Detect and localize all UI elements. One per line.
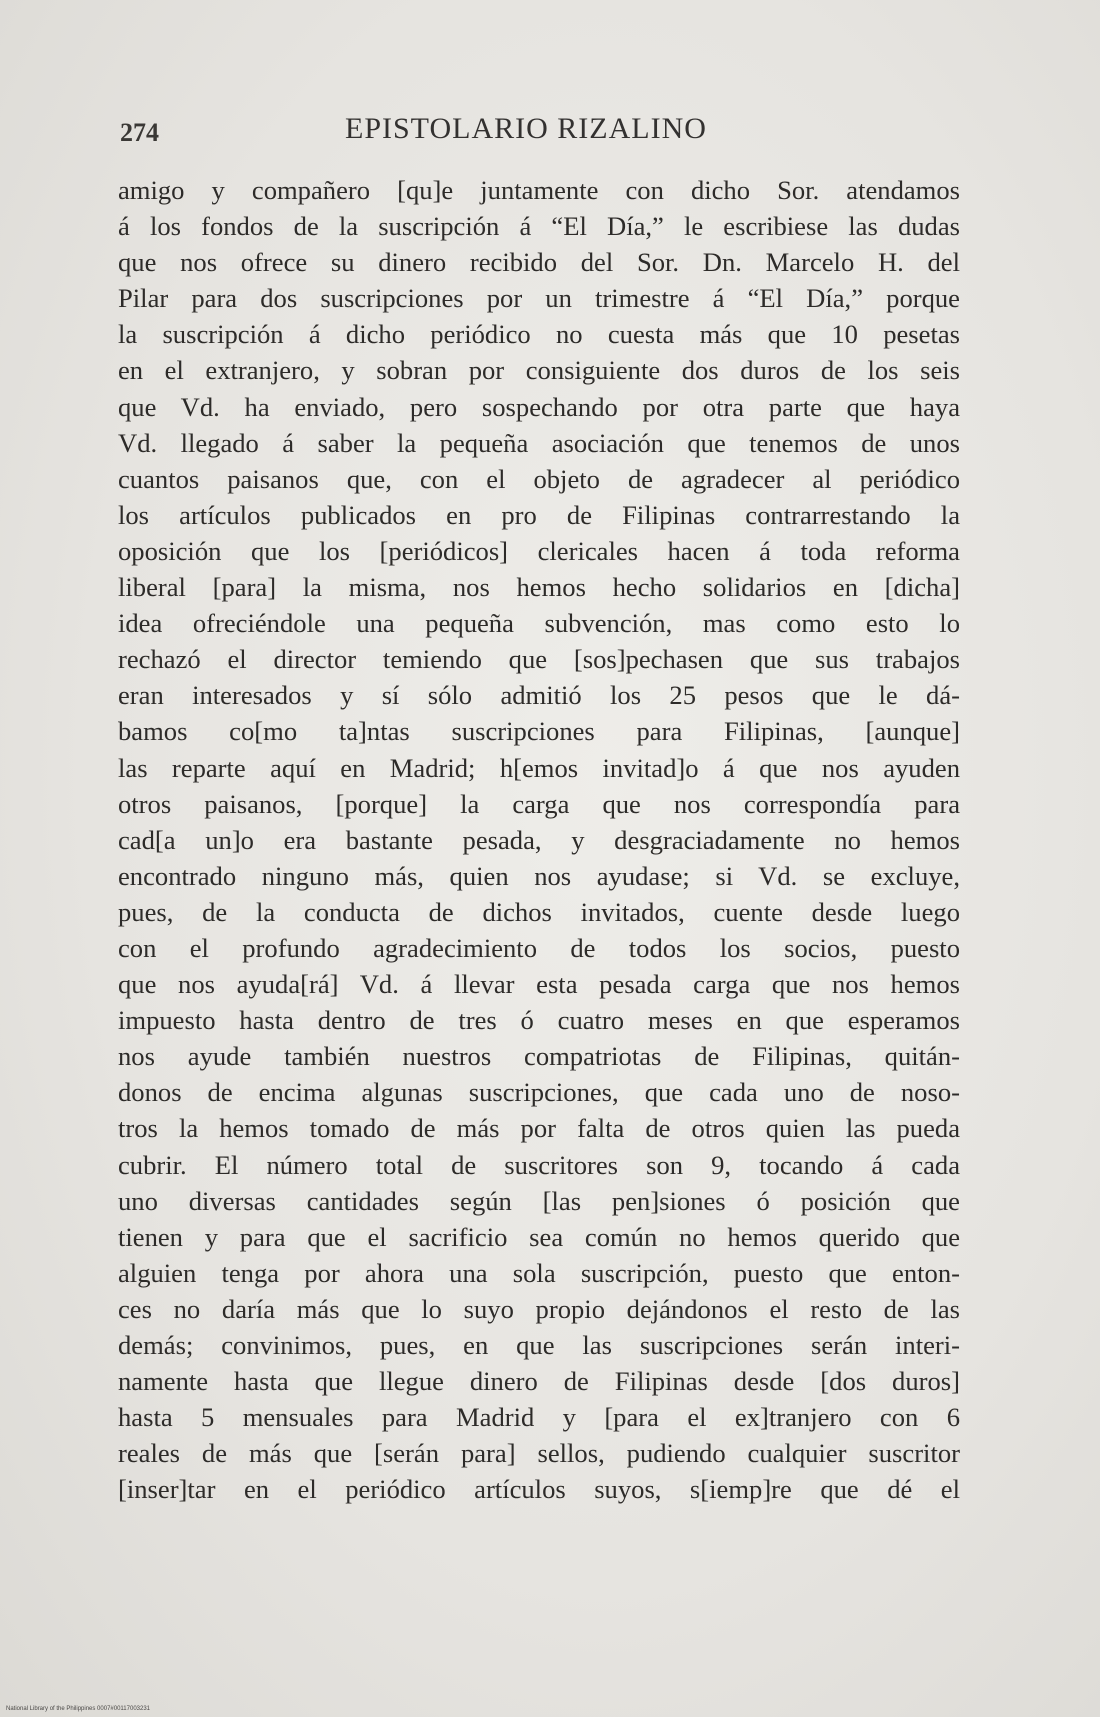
text-line: que Vd. ha enviado, pero sospechando por otra parte que haya [118,391,960,422]
text-line: tros la hemos tomado de más por falta de otros quien las pueda [118,1113,960,1144]
text-line: uno diversas cantidades según [las pen]siones ó posición que [118,1185,960,1216]
text-line: amigo y compañero [qu]e juntamente con dicho Sor. atendamos [118,175,960,205]
text-line: alguien tenga por ahora una sola suscripción, puesto que enton- [118,1257,960,1288]
text-line: impuesto hasta dentro de tres ó cuatro meses en que esperamos [118,1005,960,1036]
running-head: EPISTOLARIO RIZALINO [345,112,707,145]
text-line: ces no daría más que lo suyo propio dejándonos el resto de las [118,1293,960,1324]
text-line: oposición que los [periódicos] clericales hacen á toda reforma [118,535,960,566]
text-line: otros paisanos, [porque] la carga que nos correspondía para [118,788,960,819]
text-line: la suscripción á dicho periódico no cuesta más que 10 pesetas [118,319,960,350]
text-line: cuantos paisanos que, con el objeto de agradecer al periódico [118,463,960,494]
text-line: nos ayude también nuestros compatriotas de Filipinas, quitán- [118,1041,960,1072]
text-line: pues, de la conducta de dichos invitados, cuente desde luego [118,896,960,927]
text-line: encontrado ninguno más, quien nos ayudase; si Vd. se excluye, [118,860,960,891]
text-line: reales de más que [serán para] sellos, pudiendo cualquier suscritor [118,1438,960,1469]
text-line: cad[a un]o era bastante pesada, y desgraciadamente no hemos [118,824,960,855]
text-line: los artículos publicados en pro de Filipinas contrarrestando la [118,499,960,530]
text-line: cubrir. El número total de suscritores son 9, tocando á cada [118,1149,960,1180]
text-line: Vd. llegado á saber la pequeña asociación que tenemos de unos [118,427,960,458]
text-line: eran interesados y sí sólo admitió los 25 pesos que le dá- [118,680,960,711]
text-line: rechazó el director temiendo que [sos]pechasen que sus trabajos [118,644,960,675]
text-line: las reparte aquí en Madrid; h[emos invitad]o á que nos ayuden [118,752,960,783]
text-line: tienen y para que el sacrificio sea común no hemos querido que [118,1221,960,1252]
page-header [120,112,960,152]
text-line: idea ofreciéndole una pequeña subvención, mas como esto lo [118,608,960,639]
text-line: liberal [para] la misma, nos hemos hecho solidarios en [dicha] [118,572,960,603]
scan-credit: National Library of the Philippines 0007#00117003231 [6,1706,150,1712]
page-number: 274 [120,118,159,147]
text-line: que nos ofrece su dinero recibido del Sor. Dn. Marcelo H. del [118,247,960,278]
text-line: con el profundo agradecimiento de todos los socios, puesto [118,932,960,963]
text-line: namente hasta que llegue dinero de Filipinas desde [dos duros] [118,1366,960,1397]
text-line: á los fondos de la suscripción á “El Día,” le escribiese las dudas [118,211,960,242]
letter-body-text [118,172,960,1507]
text-line: demás; convinimos, pues, en que las suscripciones serán interi- [118,1330,960,1360]
text-line: en el extranjero, y sobran por consiguiente dos duros de los seis [118,355,960,386]
text-line: bamos co[mo ta]ntas suscripciones para Filipinas, [aunque] [118,716,960,747]
text-line: [inser]tar en el periódico artículos suyos, s[iemp]re que dé el [118,1474,960,1505]
text-line: donos de encima algunas suscripciones, que cada uno de noso- [118,1077,960,1108]
text-line: hasta 5 mensuales para Madrid y [para el ex]tranjero con 6 [118,1402,960,1433]
text-line: que nos ayuda[rá] Vd. á llevar esta pesada carga que nos hemos [118,969,960,1000]
text-line: Pilar para dos suscripciones por un trimestre á “El Día,” porque [118,283,960,314]
